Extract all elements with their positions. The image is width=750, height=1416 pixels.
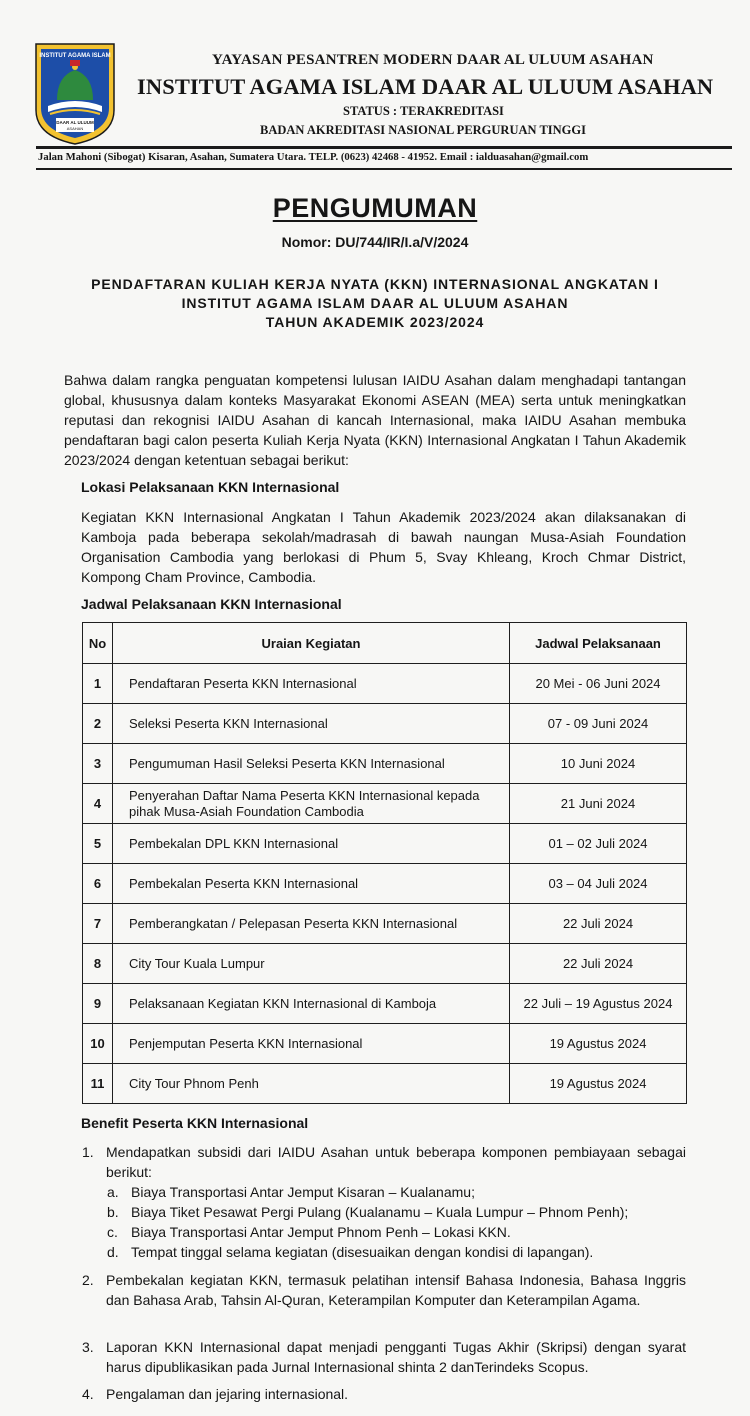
subsidy-item bbox=[106, 1202, 686, 1222]
row-activity: Pembekalan Peserta KKN Internasional bbox=[113, 864, 510, 904]
benefit-text: Laporan KKN Internasional dapat menjadi pengganti Tugas Akhir (Skripsi) dengan syarat harus dipublikasikan pada Jurnal Internasional shinta 2 danTerindeks Scopus. bbox=[106, 1339, 686, 1375]
benefit-number: 3. bbox=[82, 1339, 94, 1355]
table-row bbox=[83, 704, 687, 744]
benefit-number: 2. bbox=[82, 1272, 94, 1288]
row-date: 01 – 02 Juli 2024 bbox=[510, 824, 687, 864]
table-row bbox=[83, 824, 687, 864]
row-date: 10 Juni 2024 bbox=[510, 744, 687, 784]
institute-address: Jalan Mahoni (Sibogat) Kisaran, Asahan, Sumatera Utara. TELP. (0623) 42468 - 41952. Email : ialduasahan@gmail.com bbox=[38, 151, 589, 163]
row-activity: Pelaksanaan Kegiatan KKN Internasional di Kamboja bbox=[113, 984, 510, 1024]
row-number: 11 bbox=[83, 1064, 113, 1104]
column-header-activity: Uraian Kegiatan bbox=[113, 623, 510, 664]
location-paragraph: Kegiatan KKN Internasional Angkatan I Tahun Akademik 2023/2024 akan dilaksanakan di Kamboja pada beberapa sekolah/madrasah di bawah naungan Musa-Asiah Foundation Organisation Cambodia yang berlokasi di Phum 5, Svay Khleang, Kroch Chmar District, Kompong Cham Province, Cambodia. bbox=[81, 509, 686, 585]
row-activity: City Tour Phnom Penh bbox=[113, 1064, 510, 1104]
row-date: 22 Juli 2024 bbox=[510, 944, 687, 984]
schedule-heading: Jadwal Pelaksanaan KKN Internasional bbox=[81, 596, 342, 612]
row-date: 22 Juli – 19 Agustus 2024 bbox=[510, 984, 687, 1024]
row-activity: Pemberangkatan / Pelepasan Peserta KKN Internasional bbox=[113, 904, 510, 944]
subsidy-letter: c. bbox=[107, 1224, 118, 1240]
subsidy-letter: a. bbox=[107, 1184, 119, 1200]
row-activity: City Tour Kuala Lumpur bbox=[113, 944, 510, 984]
row-number: 1 bbox=[83, 664, 113, 704]
table-row bbox=[83, 904, 687, 944]
row-number: 10 bbox=[83, 1024, 113, 1064]
accreditation-body: BADAN AKREDITASI NASIONAL PERGURUAN TINGGI bbox=[260, 123, 586, 137]
row-number: 3 bbox=[83, 744, 113, 784]
institute-name: INSTITUT AGAMA ISLAM DAAR AL ULUUM ASAHAN bbox=[137, 74, 714, 99]
table-row bbox=[83, 944, 687, 984]
subsidy-text: Biaya Tiket Pesawat Pergi Pulang (Kualanamu – Kuala Lumpur – Phnom Penh); bbox=[131, 1204, 629, 1220]
row-number: 8 bbox=[83, 944, 113, 984]
document-title: PENGUMUMAN bbox=[272, 193, 478, 223]
subsidy-letter: b. bbox=[107, 1204, 119, 1220]
table-row bbox=[83, 864, 687, 904]
location-heading: Lokasi Pelaksanaan KKN Internasional bbox=[81, 479, 340, 495]
subtitle-line-1: PENDAFTARAN KULIAH KERJA NYATA (KKN) INTERNASIONAL ANGKATAN I bbox=[91, 276, 659, 292]
benefit-number: 1. bbox=[82, 1144, 94, 1160]
column-header-no: No bbox=[83, 623, 113, 664]
table-row bbox=[83, 664, 687, 704]
row-date: 22 Juli 2024 bbox=[510, 904, 687, 944]
subsidy-item bbox=[106, 1242, 686, 1262]
subtitle-line-3: TAHUN AKADEMIK 2023/2024 bbox=[265, 314, 485, 330]
row-number: 9 bbox=[83, 984, 113, 1024]
row-date: 20 Mei - 06 Juni 2024 bbox=[510, 664, 687, 704]
table-row bbox=[83, 1064, 687, 1104]
table-row bbox=[83, 784, 687, 824]
benefit-text: Pembekalan kegiatan KKN, termasuk pelatihan intensif Bahasa Indonesia, Bahasa Inggris dan Bahasa Arab, Tahsin Al-Quran, Keterampilan Komputer dan Keterampilan Agama. bbox=[106, 1272, 686, 1308]
institute-logo bbox=[32, 40, 118, 146]
subsidy-item bbox=[106, 1182, 686, 1202]
row-date: 19 Agustus 2024 bbox=[510, 1064, 687, 1104]
letterhead-divider-top bbox=[36, 146, 732, 149]
foundation-name: YAYASAN PESANTREN MODERN DAAR AL ULUUM ASAHAN bbox=[212, 52, 654, 68]
schedule-table bbox=[82, 622, 687, 1104]
logo-bottom-text: DAAR AL ULUUM bbox=[56, 120, 94, 125]
column-header-date: Jadwal Pelaksanaan bbox=[510, 623, 687, 664]
row-number: 7 bbox=[83, 904, 113, 944]
row-date: 07 - 09 Juni 2024 bbox=[510, 704, 687, 744]
row-number: 6 bbox=[83, 864, 113, 904]
table-row bbox=[83, 1024, 687, 1064]
logo-top-text: INSTITUT AGAMA ISLAM bbox=[39, 53, 111, 59]
row-date: 03 – 04 Juli 2024 bbox=[510, 864, 687, 904]
benefit-item-1 bbox=[82, 1142, 686, 1262]
subsidy-letter: d. bbox=[107, 1244, 119, 1260]
row-activity: Pembekalan DPL KKN Internasional bbox=[113, 824, 510, 864]
row-activity: Pengumuman Hasil Seleksi Peserta KKN Internasional bbox=[113, 744, 510, 784]
subtitle-line-2: INSTITUT AGAMA ISLAM DAAR AL ULUUM ASAHAN bbox=[181, 295, 569, 311]
subsidy-text: Tempat tinggal selama kegiatan (disesuaikan dengan kondisi di lapangan). bbox=[131, 1244, 594, 1260]
benefit-item-2 bbox=[82, 1270, 686, 1310]
row-date: 21 Juni 2024 bbox=[510, 784, 687, 824]
row-activity: Seleksi Peserta KKN Internasional bbox=[113, 704, 510, 744]
benefits-heading: Benefit Peserta KKN Internasional bbox=[81, 1115, 309, 1131]
row-date: 19 Agustus 2024 bbox=[510, 1024, 687, 1064]
accreditation-status: STATUS : TERAKREDITASI bbox=[343, 104, 504, 118]
row-activity: Penyerahan Daftar Nama Peserta KKN Internasional kepada pihak Musa-Asiah Foundation Cambodia bbox=[113, 784, 510, 824]
benefit-text: Mendapatkan subsidi dari IAIDU Asahan untuk beberapa komponen pembiayaan sebagai berikut: bbox=[106, 1144, 686, 1180]
row-number: 2 bbox=[83, 704, 113, 744]
row-activity: Pendaftaran Peserta KKN Internasional bbox=[113, 664, 510, 704]
document-number: Nomor: DU/744/IR/I.a/V/2024 bbox=[281, 234, 469, 250]
schedule-header-row bbox=[83, 623, 687, 664]
intro-paragraph: Bahwa dalam rangka penguatan kompetensi lulusan IAIDU Asahan dalam menghadapi tantangan global, khususnya dalam konteks Masyarakat Ekonomi ASEAN (MEA) serta untuk meningkatkan reputasi dan rekognisi IAIDU Asahan di kancah Internasional, maka IAIDU Asahan membuka pendaftaran bagi calon peserta Kuliah Kerja Nyata (KKN) Internasional Angkatan I Tahun Akademik 2023/2024 dengan ketentuan sebagai berikut: bbox=[64, 372, 686, 468]
subsidy-text: Biaya Transportasi Antar Jemput Kisaran – Kualanamu; bbox=[131, 1184, 475, 1200]
table-row bbox=[83, 984, 687, 1024]
letterhead-divider-bottom bbox=[36, 168, 732, 170]
row-activity: Penjemputan Peserta KKN Internasional bbox=[113, 1024, 510, 1064]
subsidy-item bbox=[106, 1222, 686, 1242]
subsidy-text: Biaya Transportasi Antar Jemput Phnom Penh – Lokasi KKN. bbox=[131, 1224, 511, 1240]
row-number: 4 bbox=[83, 784, 113, 824]
logo-place-text: ASAHAN bbox=[66, 126, 84, 131]
table-row bbox=[83, 744, 687, 784]
benefit-text: Pengalaman dan jejaring internasional. bbox=[106, 1386, 349, 1402]
row-number: 5 bbox=[83, 824, 113, 864]
benefit-number: 4. bbox=[82, 1386, 94, 1402]
subsidy-list bbox=[106, 1182, 686, 1262]
benefit-item-4 bbox=[82, 1384, 686, 1404]
benefit-item-3 bbox=[82, 1337, 686, 1377]
